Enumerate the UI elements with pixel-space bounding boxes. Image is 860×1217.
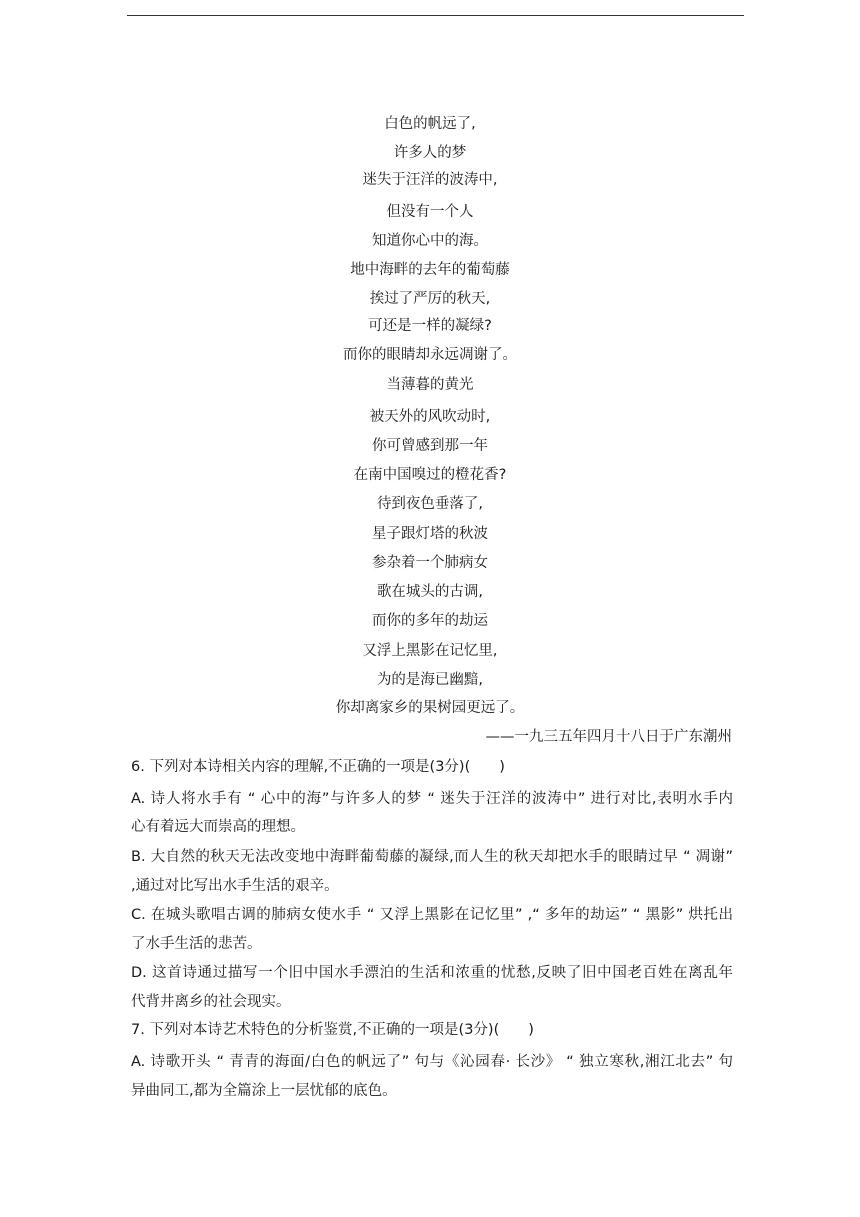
poem-signature: ——一九三五年四月十八日于广东潮州 [485,729,732,745]
poem-line: 被天外的风吹动时, [369,409,491,425]
option-line: 异曲同工,都为全篇涂上一层忧郁的底色。 [131,1083,397,1099]
poem-line: 知道你心中的海。 [372,233,488,249]
poem-line: 许多人的梦 [393,145,467,161]
option-line: B. 大自然的秋天无法改变地中海畔葡萄藤的凝绿,而人生的秋天却把水手的眼睛过早 “ 凋谢” [131,849,733,865]
option-line: D. 这首诗通过描写一个旧中国水手漂泊的生活和浓重的忧愁,反映了旧中国老百姓在离乱年 [131,965,733,981]
option-line: 了水手生活的悲苦。 [131,936,262,952]
poem-line: 可还是一样的凝绿? [368,318,492,334]
poem-line: 你可曾感到那一年 [372,438,488,454]
question-title: 7. 下列对本诗艺术特色的分析鉴赏,不正确的一项是(3分)( ) [131,1022,534,1038]
poem-line: 而你的眼睛却永远凋谢了。 [343,347,517,363]
poem-line: 又浮上黑影在记忆里, [362,643,498,659]
question-title: 6. 下列对本诗相关内容的理解,不正确的一项是(3分)( ) [131,759,505,775]
option-line: 代背井离乡的社会现实。 [131,994,291,1010]
poem-line: 星子跟灯塔的秋波 [372,526,488,542]
option-line: A. 诗歌开头 “ 青青的海面/白色的帆远了” 句与《沁园春· 长沙》 “ 独立寒秋,湘江北去” 句 [131,1054,733,1070]
poem-line: 参杂着一个肺病女 [372,555,488,571]
poem-line: 歌在城头的古调, [376,584,484,600]
option-line: ,通过对比写出水手生活的艰辛。 [131,878,339,894]
poem-line: 白色的帆远了, [384,116,476,132]
header-rule [127,15,744,16]
option-line: C. 在城头歌唱古调的肺病女使水手 “ 又浮上黑影在记忆里” ,“ 多年的劫运” “ 黑影” 烘托出 [131,907,733,923]
poem-line: 在南中国嗅过的橙花香? [353,467,507,483]
poem-line: 你却离家乡的果树园更远了。 [335,700,525,716]
poem-line: 为的是海已幽黯, [376,672,484,688]
option-line: 心有着远大而崇高的理想。 [131,819,305,835]
option-line: A. 诗人将水手有 “ 心中的海”与许多人的梦 “ 迷失于汪洋的波涛中” 进行对比,表明水手内 [131,791,733,807]
poem-line: 待到夜色垂落了, [376,496,484,512]
poem-line: 挨过了严厉的秋天, [369,291,491,307]
poem-line: 地中海畔的去年的葡萄藤 [350,262,510,278]
poem-line: 迷失于汪洋的波涛中, [362,172,498,188]
poem-line: 但没有一个人 [386,204,474,220]
poem-line: 当薄暮的黄光 [386,377,474,393]
poem-line: 而你的多年的劫运 [372,613,488,629]
